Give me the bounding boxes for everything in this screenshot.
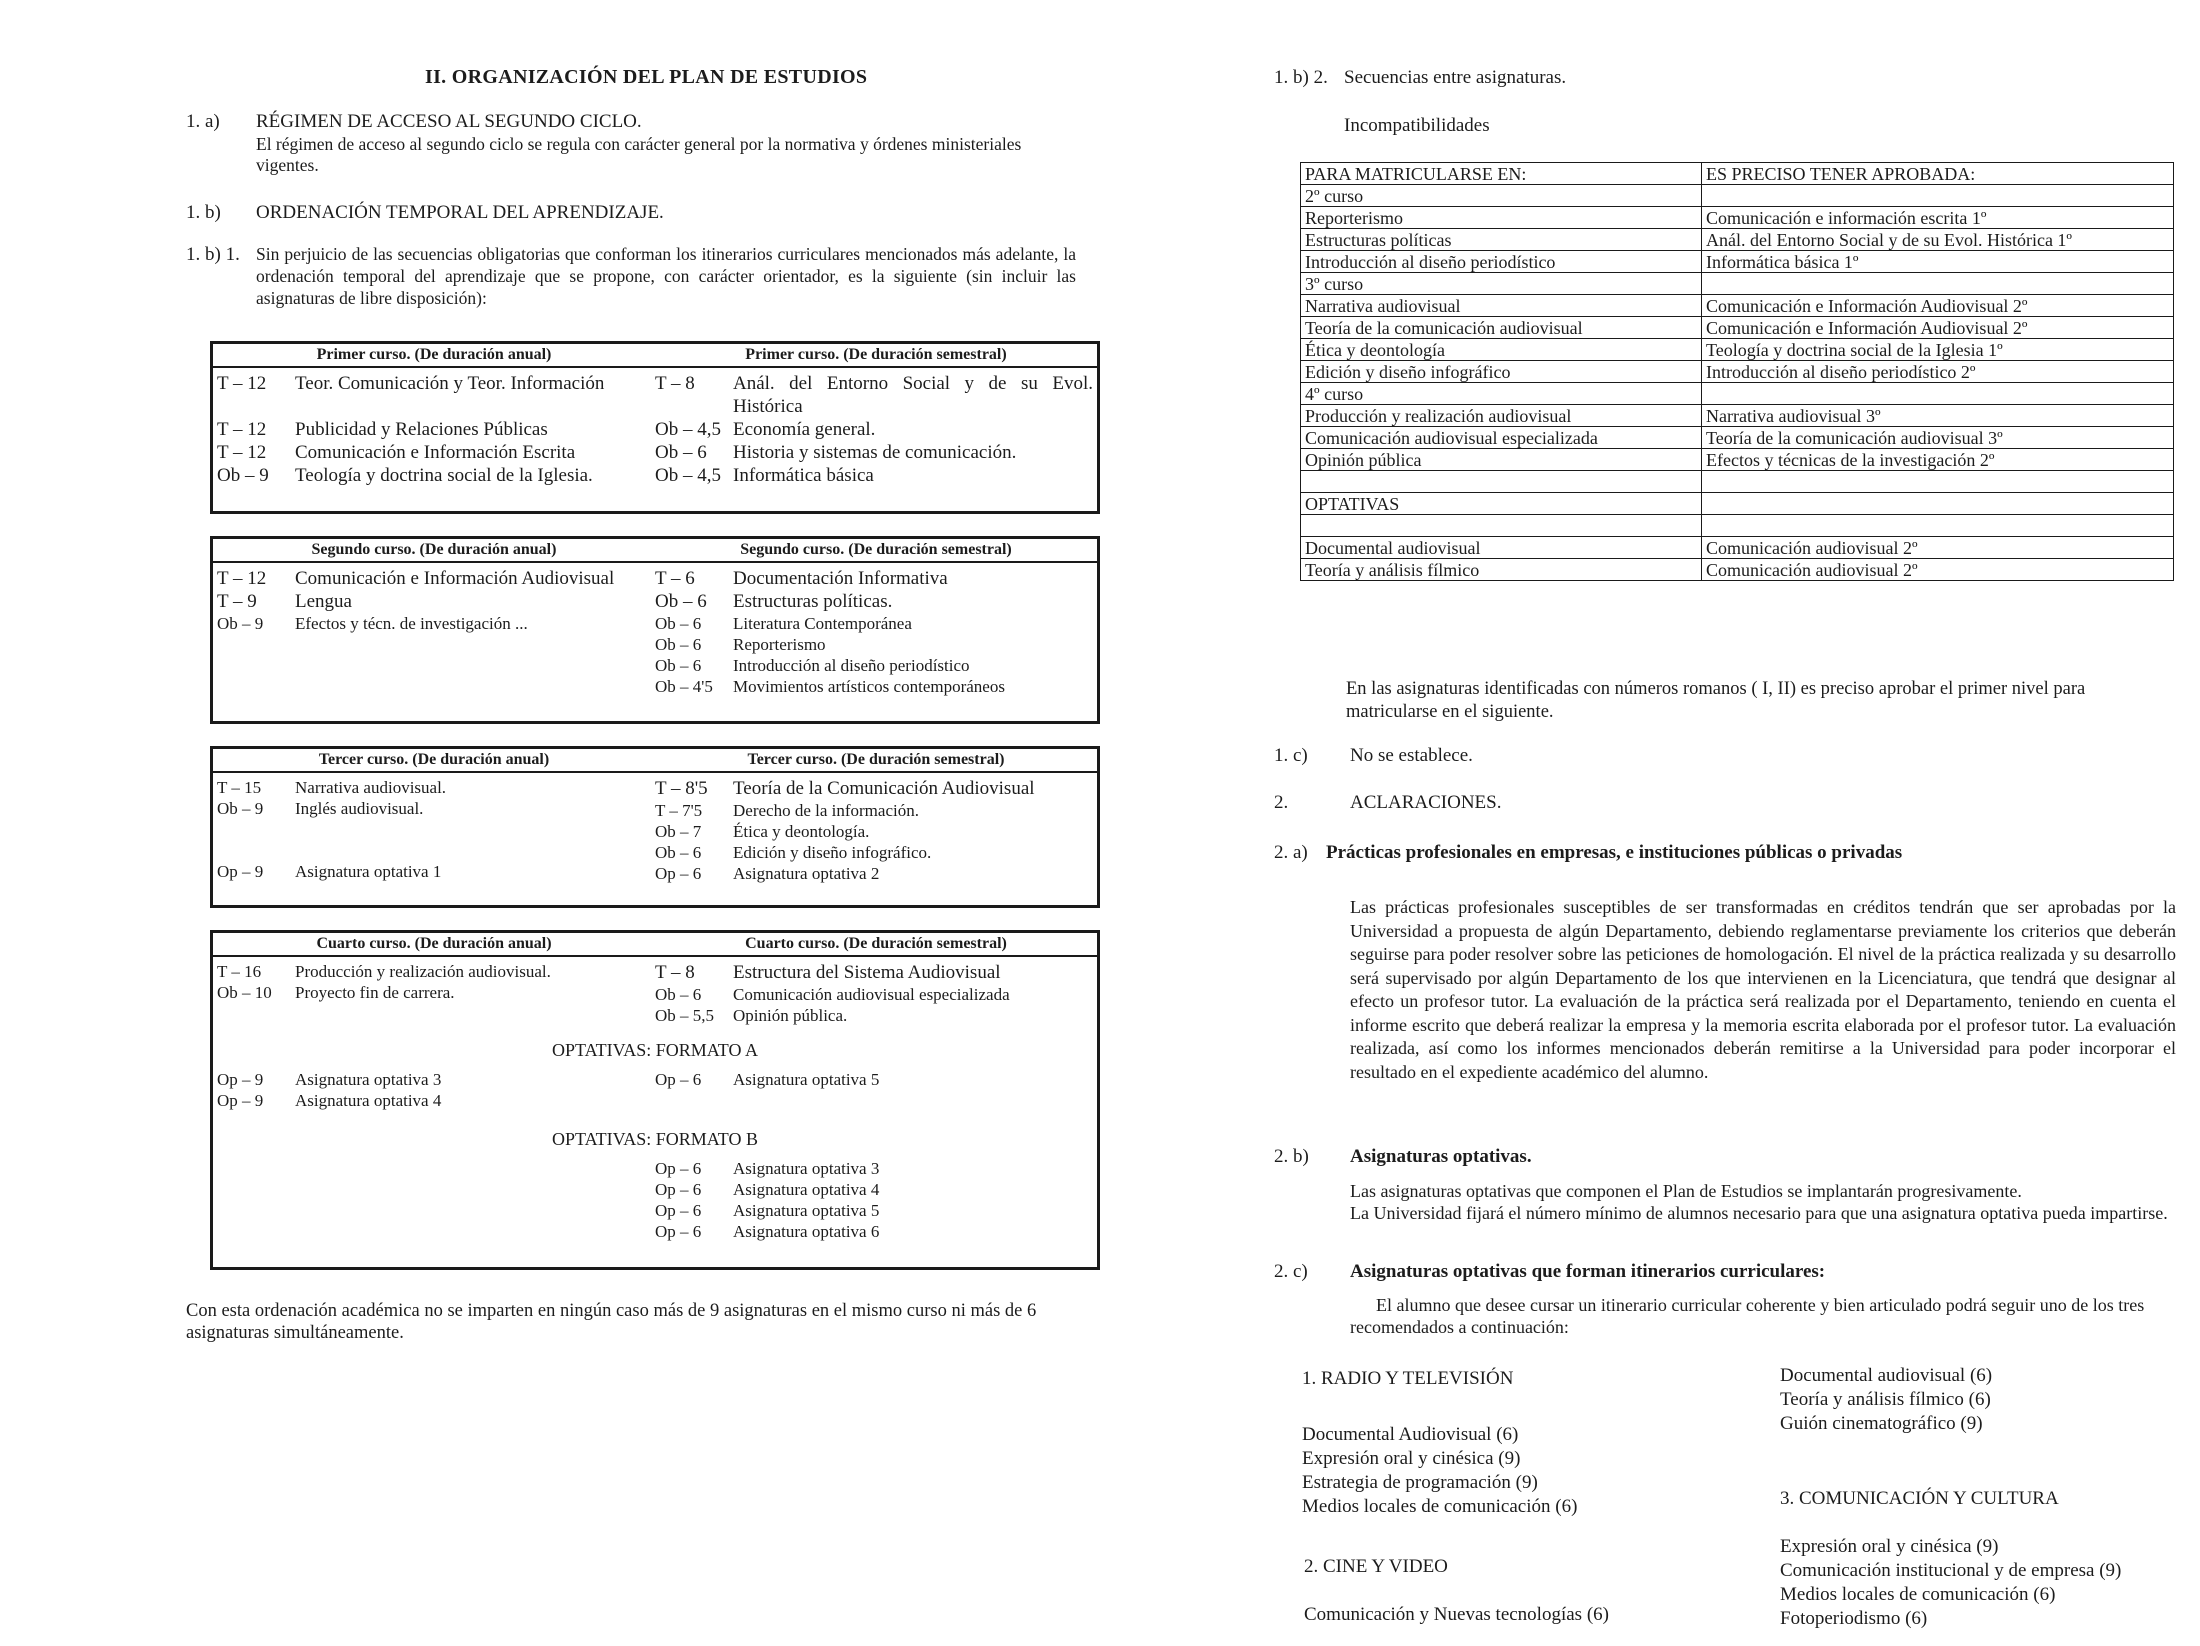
course-row: Ob – 4,5 Informática básica xyxy=(655,465,874,486)
section-1a-number: 1. a) xyxy=(186,111,220,132)
course-box-first xyxy=(210,341,1100,514)
closing-text: Con esta ordenación académica no se imparten en ningún caso más de 9 asignaturas en el mismo curso ni más de 6 asignaturas simultáneamente. xyxy=(186,1301,1037,1343)
course-row: Ob – 6 Comunicación audiovisual especializada xyxy=(655,985,1010,1004)
format-a-annual xyxy=(217,1069,655,1111)
course-row: T – 16 Producción y realización audiovisual. xyxy=(217,962,551,981)
table-row xyxy=(1301,383,2174,405)
table-cell: Anál. del Entorno Social y de su Evol. Histórica 1º xyxy=(1702,229,2174,251)
table-cell: Informática básica 1º xyxy=(1702,251,2174,273)
course-row: T – 6 Documentación Informativa xyxy=(655,568,948,589)
course-box-second xyxy=(210,536,1100,724)
format-a-semester xyxy=(655,1069,1093,1111)
course-row: Ob – 9 Efectos y técn. de investigación ... xyxy=(217,614,528,633)
list-item: Documental audiovisual (6) xyxy=(1780,1365,1993,1386)
table-cell: Documental audiovisual xyxy=(1301,537,1702,559)
section-2b-heading: Asignaturas optativas. xyxy=(1350,1146,1532,1167)
section-1c-number: 1. c) xyxy=(1274,745,1308,766)
course-row: Ob – 6 Introducción al diseño periodístico xyxy=(655,656,970,675)
table-cell: Comunicación e Información Audiovisual 2º xyxy=(1702,295,2174,317)
section-1b-heading: ORDENACIÓN TEMPORAL DEL APRENDIZAJE. xyxy=(256,202,664,223)
table-row xyxy=(1301,405,2174,427)
course-row: T – 8'5 Teoría de la Comunicación Audiovisual xyxy=(655,778,1035,799)
list-item: Estrategia de programación (9) xyxy=(1302,1472,1538,1493)
table-cell: Introducción al diseño periodístico xyxy=(1301,251,1702,273)
course-row: T – 9 Lengua xyxy=(217,591,352,612)
table-row xyxy=(1301,185,2174,207)
course-row: T – 12 Comunicación e Información Escrita xyxy=(217,442,576,463)
table-row xyxy=(1301,251,2174,273)
itinerary-2-continued xyxy=(1780,1364,1992,1436)
annual-column xyxy=(217,567,655,697)
annual-header: Cuarto curso. (De duración anual) xyxy=(316,935,552,952)
format-b-title: OPTATIVAS: FORMATO B xyxy=(552,1129,758,1149)
table-cell: Comunicación e Información Audiovisual 2º xyxy=(1702,317,2174,339)
section-1b2-number: 1. b) 2. xyxy=(1274,67,1328,88)
table-cell: 2º curso xyxy=(1301,185,1702,207)
section-2c-number: 2. c) xyxy=(1274,1261,1308,1282)
table-cell: Comunicación audiovisual especializada xyxy=(1301,427,1702,449)
table-cell: Producción y realización audiovisual xyxy=(1301,405,1702,427)
list-item: Expresión oral y cinésica (9) xyxy=(1302,1448,1521,1469)
course-row: Ob – 6 Reporterismo xyxy=(655,635,826,654)
section-1a-heading: RÉGIMEN DE ACCESO AL SEGUNDO CICLO. xyxy=(256,111,642,132)
table-row xyxy=(1301,361,2174,383)
section-2b-text-2: La Universidad fijará el número mínimo de alumnos necesario para que una asignatura optativa pueda impartirse. xyxy=(1350,1203,2168,1223)
table-cell: Teoría de la comunicación audiovisual xyxy=(1301,317,1702,339)
course-row: Ob – 6 Edición y diseño infográfico. xyxy=(655,843,932,862)
annual-column xyxy=(217,961,655,1026)
table-row xyxy=(1301,339,2174,361)
course-row: T – 15 Narrativa audiovisual. xyxy=(217,778,447,797)
course-row: T – 12 Comunicación e Información Audiovisual xyxy=(217,568,615,589)
section-1b1-text: Sin perjuicio de las secuencias obligatorias que conforman los itinerarios curriculares mencionados más adelante, la ordenación temporal del aprendizaje que se propone, con carácter orientador, es la siguiente (sin incluir las asignaturas de libre disposición): xyxy=(256,244,1076,308)
course-row: Op – 6 Asignatura optativa 5 xyxy=(655,1070,880,1089)
spacer-row xyxy=(217,395,655,418)
section-2c-heading: Asignaturas optativas que forman itinerarios curriculares: xyxy=(1350,1261,1826,1282)
course-row: Ob – 9 Teología y doctrina social de la Iglesia. xyxy=(217,465,593,486)
section-1b-number: 1. b) xyxy=(186,202,221,223)
table-row xyxy=(1301,295,2174,317)
table-cell xyxy=(1702,185,2174,207)
semester-header: Tercer curso. (De duración semestral) xyxy=(747,751,1005,768)
table-cell xyxy=(1702,273,2174,295)
semester-header: Segundo curso. (De duración semestral) xyxy=(740,541,1012,558)
format-b-semester xyxy=(655,1158,1093,1242)
list-item: Medios locales de comunicación (6) xyxy=(1780,1584,2056,1605)
course-box-third xyxy=(210,746,1100,908)
course-row: Ob – 6 Literatura Contemporánea xyxy=(655,614,912,633)
course-header xyxy=(213,344,1097,368)
course-row: T – 8 Estructura del Sistema Audiovisual xyxy=(655,962,1001,983)
table-cell: Efectos y técnicas de la investigación 2º xyxy=(1702,449,2174,471)
course-row: Op – 6 Asignatura optativa 4 xyxy=(655,1180,880,1199)
semester-column xyxy=(655,567,1093,697)
table-row xyxy=(1301,559,2174,581)
table-cell: Estructuras políticas xyxy=(1301,229,1702,251)
section-1b2-heading: Secuencias entre asignaturas. xyxy=(1344,67,1567,88)
section-2a-number: 2. a) xyxy=(1274,842,1308,863)
course-row: Op – 9 Asignatura optativa 3 xyxy=(217,1070,442,1089)
table-cell: 3º curso xyxy=(1301,273,1702,295)
table-cell: Narrativa audiovisual xyxy=(1301,295,1702,317)
table-cell xyxy=(1702,493,2174,515)
table-row xyxy=(1301,537,2174,559)
section-1b1-number: 1. b) 1. xyxy=(186,244,240,265)
course-row: Ob – 6 Estructuras políticas. xyxy=(655,591,893,612)
course-row: Op – 6 Asignatura optativa 3 xyxy=(655,1159,880,1178)
list-item: Comunicación institucional y de empresa (9) xyxy=(1780,1560,2122,1581)
section-2a-text: Las prácticas profesionales susceptibles de ser transformadas en créditos tendrán que ser aprobadas por la Universidad a propuesta de algún Departamento, debiendo reglamentarse previamente los criterios que deberán seguirse para poder resolver sobre las peticiones de homologación. El nivel de la práctica realizada y su desarrollo será supervisado por algún Departamento de los que intervienen en la Licenciatura, que tendrá que designar al efecto un profesor tutor. La evaluación de la práctica será realizada por el Departamento, teniendo en cuenta el informe escrito que deberá realizar la empresa y la memoria escrita elaborada por el profesor tutor. La evaluación realizada, así como los informes mencionados deberán remitirse a la Universidad para poder incorporar el resultado en el expediente académico del alumno. xyxy=(1350,897,2176,1082)
table-row xyxy=(1301,471,2174,493)
table-cell xyxy=(1301,471,1702,493)
semester-header: Primer curso. (De duración semestral) xyxy=(745,346,1007,363)
list-item: Comunicación y Nuevas tecnologías (6) xyxy=(1304,1604,1609,1625)
prerequisites-table xyxy=(1300,162,2174,581)
section-2b-text-1: Las asignaturas optativas que componen el Plan de Estudios se implantarán progresivamente. xyxy=(1350,1181,2022,1201)
table-cell: Comunicación audiovisual 2º xyxy=(1702,559,2174,581)
spacer-row xyxy=(217,819,655,861)
table-cell: Teoría de la comunicación audiovisual 3º xyxy=(1702,427,2174,449)
course-row: Op – 6 Asignatura optativa 2 xyxy=(655,864,880,883)
roman-note: En las asignaturas identificadas con números romanos ( I, II) es preciso aprobar el primer nivel para matricularse en el siguiente. xyxy=(1346,679,2086,722)
incompat-label: Incompatibilidades xyxy=(1344,115,1490,136)
table-cell: Teología y doctrina social de la Iglesia 1º xyxy=(1702,339,2174,361)
course-row: Ob – 4,5 Economía general. xyxy=(655,419,876,440)
table-cell xyxy=(1702,471,2174,493)
list-item: Fotoperiodismo (6) xyxy=(1780,1608,1928,1629)
table-row xyxy=(1301,427,2174,449)
course-row: T – 7'5 Derecho de la información. xyxy=(655,801,919,820)
annual-header: Segundo curso. (De duración anual) xyxy=(311,541,557,558)
table-cell: OPTATIVAS xyxy=(1301,493,1702,515)
table-row xyxy=(1301,515,2174,537)
table-row xyxy=(1301,317,2174,339)
semester-column xyxy=(655,961,1093,1026)
course-box-fourth xyxy=(210,930,1100,1270)
course-row: T – 12 Teor. Comunicación y Teor. Información xyxy=(217,373,605,394)
semester-column xyxy=(655,777,1093,884)
table-row xyxy=(1301,449,2174,471)
format-a-title: OPTATIVAS: FORMATO A xyxy=(552,1040,758,1060)
list-item: Medios locales de comunicación (6) xyxy=(1302,1496,1578,1517)
table-cell: Comunicación e información escrita 1º xyxy=(1702,207,2174,229)
table-cell: Ética y deontología xyxy=(1301,339,1702,361)
table-row xyxy=(1301,493,2174,515)
table-cell xyxy=(1702,383,2174,405)
section-1a-text: El régimen de acceso al segundo ciclo se regula con carácter general por la normativa y órdenes ministeriales vigentes. xyxy=(256,134,1022,175)
itinerary-2-title: 2. CINE Y VIDEO xyxy=(1304,1556,1448,1577)
itinerary-3-list xyxy=(1780,1535,2121,1631)
course-row: Op – 6 Asignatura optativa 6 xyxy=(655,1222,880,1241)
section-2-number: 2. xyxy=(1274,792,1289,813)
course-row: Op – 9 Asignatura optativa 1 xyxy=(217,862,442,881)
itinerary-1-title: 1. RADIO Y TELEVISIÓN xyxy=(1302,1368,1514,1389)
section-2-heading: ACLARACIONES. xyxy=(1350,792,1502,813)
itinerary-2-list xyxy=(1304,1603,1609,1627)
annual-header: Tercer curso. (De duración anual) xyxy=(318,751,550,768)
table-cell: Edición y diseño infográfico xyxy=(1301,361,1702,383)
table-cell: ES PRECISO TENER APROBADA: xyxy=(1702,163,2174,185)
course-row: Ob – 5,5 Opinión pública. xyxy=(655,1006,848,1025)
table-cell: Reporterismo xyxy=(1301,207,1702,229)
course-row: T – 8 Anál. del Entorno Social y de su Evol. Histórica xyxy=(655,373,1093,417)
section-1c-text: No se establece. xyxy=(1350,745,1473,766)
list-item: Documental Audiovisual (6) xyxy=(1302,1424,1519,1445)
list-item: Expresión oral y cinésica (9) xyxy=(1780,1536,1999,1557)
course-header xyxy=(213,749,1097,773)
table-cell: Introducción al diseño periodístico 2º xyxy=(1702,361,2174,383)
table-cell xyxy=(1301,515,1702,537)
table-header-row xyxy=(1301,163,2174,185)
table-cell: Teoría y análisis fílmico xyxy=(1301,559,1702,581)
annual-column xyxy=(217,372,655,487)
annual-header: Primer curso. (De duración anual) xyxy=(316,346,552,363)
annual-column xyxy=(217,777,655,884)
table-cell: Narrativa audiovisual 3º xyxy=(1702,405,2174,427)
list-item: Guión cinematográfico (9) xyxy=(1780,1413,1983,1434)
course-row: Ob – 7 Ética y deontología. xyxy=(655,822,870,841)
course-row: Ob – 6 Historia y sistemas de comunicación. xyxy=(655,442,1017,463)
table-cell: 4º curso xyxy=(1301,383,1702,405)
semester-column xyxy=(655,372,1093,487)
section-2a-heading: Prácticas profesionales en empresas, e instituciones públicas o privadas xyxy=(1326,842,1903,863)
itinerary-3-title: 3. COMUNICACIÓN Y CULTURA xyxy=(1780,1488,2059,1509)
course-row: T – 12 Publicidad y Relaciones Públicas xyxy=(217,419,548,440)
table-cell: Opinión pública xyxy=(1301,449,1702,471)
table-row xyxy=(1301,273,2174,295)
section-2c-text: El alumno que desee cursar un itinerario curricular coherente y bien articulado podrá seguir uno de los tres recomendados a continuación: xyxy=(1350,1295,2145,1337)
table-cell: PARA MATRICULARSE EN: xyxy=(1301,163,1702,185)
table-row xyxy=(1301,229,2174,251)
course-row: Op – 6 Asignatura optativa 5 xyxy=(655,1201,880,1220)
course-row: Ob – 4'5 Movimientos artísticos contemporáneos xyxy=(655,677,1005,696)
course-row: Ob – 9 Inglés audiovisual. xyxy=(217,799,424,818)
course-row: Op – 9 Asignatura optativa 4 xyxy=(217,1091,442,1110)
table-cell: Comunicación audiovisual 2º xyxy=(1702,537,2174,559)
table-row xyxy=(1301,207,2174,229)
right-page xyxy=(1260,0,2200,1646)
list-item: Teoría y análisis fílmico (6) xyxy=(1780,1389,1991,1410)
table-cell xyxy=(1702,515,2174,537)
semester-header: Cuarto curso. (De duración semestral) xyxy=(745,935,1007,952)
course-row: Ob – 10 Proyecto fin de carrera. xyxy=(217,983,455,1002)
itinerary-1-list xyxy=(1302,1423,1577,1519)
section-2b-number: 2. b) xyxy=(1274,1146,1309,1167)
course-header xyxy=(213,933,1097,957)
course-header xyxy=(213,539,1097,563)
page-title: II. ORGANIZACIÓN DEL PLAN DE ESTUDIOS xyxy=(425,66,868,88)
